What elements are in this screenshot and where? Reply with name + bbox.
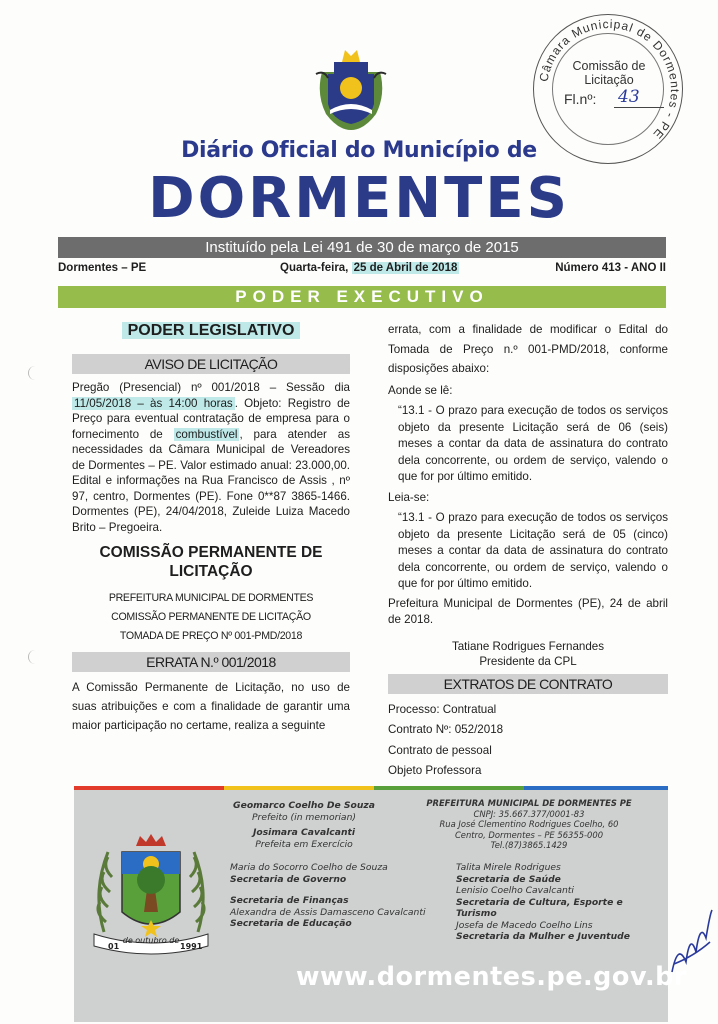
aviso-text-1: Pregão (Presencial) nº 001/2018 – Sessão dia	[72, 381, 350, 394]
errata-paragraph: A Comissão Permanente de Licitação, no uso de suas atribuições e com a finalidade de garantir uma maior participação no certame, realiza a seguinte	[72, 681, 350, 732]
coat-of-arms-icon	[312, 44, 390, 132]
commission-heading: COMISSÃO PERMANENTE DE LICITAÇÃO	[99, 544, 323, 580]
punch-hole	[28, 366, 42, 380]
footer-panel	[74, 786, 688, 1022]
tender-line3: TOMADA DE PREÇO Nº 001-PMD/2018	[119, 630, 303, 642]
issue-number: Número 413 - ANO II	[555, 262, 666, 274]
stamp-underline	[614, 107, 664, 108]
secretaries-left	[230, 862, 430, 930]
secretary-role: Secretaria de Saúde	[456, 873, 561, 885]
contract-number: Contrato Nº: 052/2018	[388, 723, 504, 736]
secretary-name: Lenisio Coelho Cavalcanti	[456, 885, 574, 896]
stamp-ring-textpath: Câmara Municipal de Dormentes - PE	[536, 16, 683, 143]
stamp-inner-circle	[552, 33, 664, 145]
emblem-day: 01	[108, 942, 120, 951]
aviso-paragraph	[72, 380, 350, 535]
secretary-role: Secretaria de Governo	[230, 873, 347, 885]
contract-type: Contrato de pessoal	[388, 743, 492, 757]
left-column	[72, 318, 350, 735]
issue-city: Dormentes – PE	[58, 262, 147, 274]
masthead-subtitle: Diário Oficial do Município de	[181, 138, 537, 163]
emblem-banner: de outubro de	[122, 936, 180, 945]
city-hall-address1: Rua José Clementino Rodrigues Coelho, 60	[439, 819, 619, 829]
emblem-year: 1991	[180, 942, 203, 951]
errata-continuation: errata, com a finalidade de modificar o Edital do Tomada de Preço n.º 001-PMD/2018, conforme disposições abaixo:	[388, 323, 668, 375]
secretary-name: Maria do Socorro Coelho de Souza	[230, 862, 388, 873]
punch-hole	[28, 650, 42, 664]
tender-line2: COMISSÃO PERMANENTE DE LICITAÇÃO	[111, 611, 311, 623]
aviso-item: combustível	[175, 427, 238, 441]
issue-info-row	[58, 262, 666, 280]
secretary-role: Secretaria de Educação	[230, 918, 352, 929]
secretary-name: Josefa de Macedo Coelho Lins	[456, 919, 593, 931]
secretary-name: Alexandra de Assis Damasceno Cavalcanti	[230, 906, 426, 918]
stamp-line1: Comissão de	[572, 59, 646, 73]
issue-date-group	[280, 262, 459, 274]
legislative-heading-text: PODER LEGISLATIVO	[122, 322, 301, 339]
secretary-role: Secretaria de Cultura, Esporte e Turismo	[456, 896, 623, 919]
issue-weekday: Quarta-feira,	[280, 262, 349, 274]
aviso-heading: AVISO DE LICITAÇÃO	[72, 354, 350, 374]
signer-name: Tatiane Rodrigues Fernandes	[451, 639, 605, 653]
emblem-icon	[86, 812, 216, 962]
city-hall-block	[404, 798, 654, 851]
secretaries-right	[456, 862, 666, 943]
onde-label: Aonde se lê:	[388, 383, 453, 397]
secretary-name: Talita Mirele Rodrigues	[456, 862, 561, 873]
website-link[interactable]: www.dormentes.pe.gov.br	[296, 962, 688, 992]
section-power-bar: PODER EXECUTIVO	[58, 286, 666, 308]
city-hall-cnpj: CNPJ: 35.667.377/0001-83	[473, 808, 585, 819]
masthead-title: DORMENTES	[148, 166, 570, 231]
city-hall-address2: Centro, Dormentes – PE 56355-000	[454, 829, 604, 840]
vice-role: Prefeita em Exercício	[255, 838, 353, 850]
stamp-fl-value: 43	[618, 87, 640, 107]
errata-heading: ERRATA N.º 001/2018	[72, 652, 350, 672]
extratos-heading: EXTRATOS DE CONTRATO	[388, 674, 668, 694]
secretary-role: Secretaria da Mulher e Juventude	[456, 931, 630, 942]
legislative-heading	[72, 322, 350, 344]
vice-name: Josimara Cavalcanti	[252, 827, 356, 838]
mayor-name: Geomarco Coelho De Souza	[233, 800, 375, 811]
stamp-fl-label: Fl.nº:	[564, 91, 597, 107]
color-stripe	[74, 786, 668, 790]
aviso-text-3: , para atender as necessidades da Câmara Municipal de Vereadores de Dormentes – PE. Valor estimado anual: 23.000,00. Edital e informações na Rua Francisco de Assis , nº 97, centro, Dormentes (PE). Fone 0**87 3865-1466. Dormentes (PE), 24/04/2018, Zuleide Luiza Macedo Brito – Pregoeira.	[72, 427, 350, 534]
signature-block	[388, 639, 668, 670]
place-date: Prefeitura Municipal de Dormentes (PE), 24 de abril de 2018.	[388, 596, 668, 626]
issue-date: 25 de Abril de 2018	[353, 262, 458, 274]
signer-role: Presidente da CPL	[479, 655, 577, 668]
contract-object: Objeto Professora	[388, 764, 482, 777]
tender-header	[72, 589, 350, 646]
mayor-role: Prefeito (in memorian)	[252, 811, 356, 823]
contract-process: Processo: Contratual	[388, 702, 497, 716]
leia-label: Leia-se:	[388, 490, 430, 504]
city-hall-phone: Tel.(87)3865.1429	[490, 840, 568, 850]
municipal-emblem	[86, 812, 216, 962]
handwritten-signature-icon	[664, 902, 716, 980]
aviso-text-2: . Objeto: Registro de Preço para eventual contratação de empresa para o fornecimento de	[72, 396, 350, 441]
right-column	[388, 318, 668, 782]
secretary-role: Secretaria de Finanças	[230, 895, 349, 906]
quote-corrected: “13.1 - O prazo para execução de todos os serviços objeto da presente Licitação será de 05 (cinco) meses a contar da data de assinatura do contrato dela concorrente, ou ordem de serviço, valendo o que for por último emitido.	[398, 511, 668, 590]
law-bar: Instituído pela Lei 491 de 30 de março de 2015	[58, 237, 666, 258]
stamp-line2: Licitação	[584, 73, 634, 87]
aviso-session-date: 11/05/2018 – às 14:00 horas	[74, 396, 233, 410]
quote-original: “13.1 - O prazo para execução de todos os serviços objeto da presente Licitação será de 06 (seis) meses a contar da data de assinatura do contrato dela concorrente, ou ordem de serviço, valendo o que for por último emitido.	[398, 404, 668, 483]
tender-line1: PREFEITURA MUNICIPAL DE DORMENTES	[108, 592, 314, 604]
city-hall-title: PREFEITURA MUNICIPAL DE DORMENTES PE	[426, 798, 632, 808]
mayor-block	[224, 800, 384, 850]
